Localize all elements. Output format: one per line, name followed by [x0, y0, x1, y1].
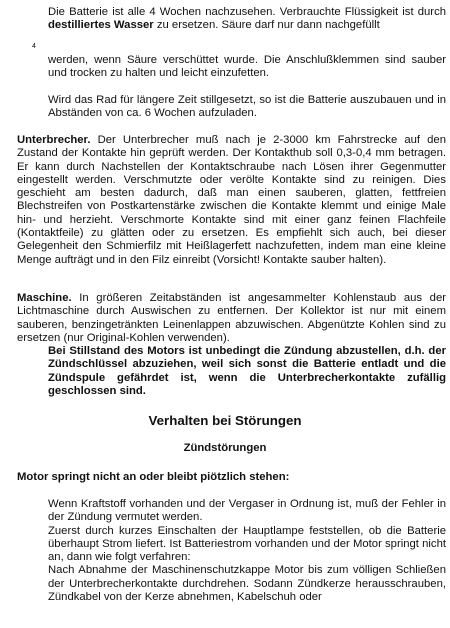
storage-paragraph: Wird das Rad für längere Zeit stillgesetzt, so ist die Batterie auszubauen und in Abständen von ca. 6 Wochen aufzuladen. [48, 94, 446, 120]
troubleshooting-paragraph [48, 498, 446, 604]
terminals-paragraph: werden, wenn Säure verschüttet wurde. Die Anschlußklemmen sind sauber und trocken zu halten und leicht einzufetten. [48, 54, 446, 80]
maschine-label: Maschine. [17, 292, 72, 304]
ignition-warning: Bei Stillstand des Motors ist unbedingt die Zündung abzustellen, d.h. der Zündschlüssel abzuziehen, weil sich sonst die Batterie entladt und die Zündspule gefährdet ist, wenn die Unterbrecherkontakte zufällig geschlossen sind. [48, 345, 446, 398]
troubleshoot-step-3: Nach Abnahme der Maschinenschutzkappe Motor bis zum völligen Schließen der Unterbrecherkontakte durchdrehen. Sodann Zündkerze herausschrauben, Zündkabel von der Kerze abnehmen, Kabelschuh oder [48, 564, 446, 604]
unterbrecher-section [17, 134, 446, 267]
battery-paragraph [48, 6, 446, 33]
heading-zuendstoerungen: Zündstörungen [183, 442, 267, 454]
troubleshoot-step-1: Wenn Kraftstoff vorhanden und der Vergaser in Ordnung ist, muß der Fehler in der Zündung vermutet werden. [48, 498, 446, 524]
battery-text-start: Die Batterie ist alle 4 Wochen nachzusehen. Verbrauchte Flüssigkeit ist durch [48, 6, 446, 18]
battery-text-end: zu ersetzen. Säure darf nur dann nachgefüllt [153, 19, 380, 32]
maschine-section [17, 292, 446, 398]
heading-motor-springt-nicht-an: Motor springt nicht an oder bleibt piötzlich stehen: [17, 471, 290, 483]
maschine-text: In größeren Zeitabständen ist angesammelter Kohlenstaub aus der Lichtmaschine durch Auswischen zu entfernen. Der Kollektor ist nur mit einem sauberen, benzingetränkten Leinenlappen abzuwischen. Abgenützte Kohlen sind zu ersetzen (nur Original-Kohlen verwenden). [17, 292, 446, 344]
troubleshoot-step-2: Zuerst durch kurzes Einschalten der Hauptlampe feststellen, ob die Batterie überhaupt Strom liefert. Ist Batteriestrom vorhanden und der Motor springt nicht an, dann wie folgt verfahren: [48, 524, 446, 564]
battery-bold-water: destilliertes Wasser [48, 19, 154, 32]
unterbrecher-label: Unterbrecher. [17, 134, 91, 146]
page-number: 4 [32, 43, 36, 50]
heading-stoerungen: Verhalten bei Störungen [148, 413, 302, 428]
unterbrecher-text: Der Unterbrecher muß nach je 2-3000 km Fahrstrecke auf den Zustand der Kontakte hin geprüft werden. Der Kontakthub soll 0,3-0,4 mm betragen. Er kann durch Nachstellen der Kontaktschraube nach Lösen ihrer Gegenmutter eingestellt werden. Verschmutzte oder verölte Kontakte sind zu reinigen. Dies geschieht am besten dadurch, daß man einen sauberen, glatten, fettfreien Blechstreifen von Postkartenstärke zwischen die Kontakte klemmt und einige Male hin- und herzieht. Verschmorte Kontakte sind mit einer ganz feinen Flachfeile (Kontaktfeile) zu glätten oder zu ersetzen. Es empfiehlt sich auch, bei dieser Gelegenheit den Schmierfilz mit Heißlagerfett nachzufetten, indem man eine kleine Menge aufträgt und in den Filz einreibt (Vorsicht! Kontakte sauber halten). [17, 134, 446, 266]
